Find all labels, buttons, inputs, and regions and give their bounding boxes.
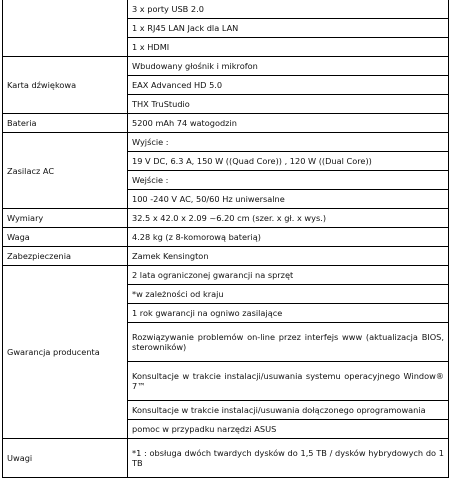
table-row (3, 0, 449, 19)
row-value: 3 x porty USB 2.0 (128, 0, 449, 19)
row-value: THX TruStudio (128, 95, 449, 114)
row-label: Zabezpieczenia (3, 247, 128, 266)
row-value: 4.28 kg (z 8-komorową baterią) (128, 228, 449, 247)
table-row (3, 247, 449, 266)
row-value: 19 V DC, 6.3 A, 150 W ((Quad Core)) , 120 W ((Dual Core)) (128, 152, 449, 171)
row-label (3, 0, 128, 57)
row-value: *w zależności od kraju (128, 285, 449, 304)
table-row (3, 228, 449, 247)
row-value: 1 x RJ45 LAN Jack dla LAN (128, 19, 449, 38)
row-label: Wymiary (3, 209, 128, 228)
spec-table (2, 0, 449, 478)
row-value: Konsultacje w trakcie instalacji/usuwania systemu operacyjnego Window® 7™ (128, 362, 449, 401)
row-label: Karta dźwiękowa (3, 57, 128, 114)
row-value: Rozwiązywanie problemów on-line przez interfejs www (aktualizacja BIOS, sterowników) (128, 323, 449, 362)
row-label: Gwarancja producenta (3, 266, 128, 439)
row-value: 32.5 x 42.0 x 2.09 ~6.20 cm (szer. x gł. x wys.) (128, 209, 449, 228)
row-value: pomoc w przypadku narzędzi ASUS (128, 420, 449, 439)
row-label: Zasilacz AC (3, 133, 128, 209)
table-row (3, 266, 449, 285)
table-row (3, 439, 449, 478)
table-row (3, 57, 449, 76)
row-value: Konsultacje w trakcie instalacji/usuwania dołączonego oprogramowania (128, 401, 449, 420)
row-value: Zamek Kensington (128, 247, 449, 266)
row-value: 100 -240 V AC, 50/60 Hz uniwersalne (128, 190, 449, 209)
row-value: 1 x HDMI (128, 38, 449, 57)
table-row (3, 133, 449, 152)
row-value: Wejście : (128, 171, 449, 190)
row-value: Wyjście : (128, 133, 449, 152)
row-value: Wbudowany głośnik i mikrofon (128, 57, 449, 76)
row-value: 2 lata ograniczonej gwarancji na sprzęt (128, 266, 449, 285)
row-label: Uwagi (3, 439, 128, 478)
row-value: 5200 mAh 74 watogodzin (128, 114, 449, 133)
table-row (3, 114, 449, 133)
row-value: *1 : obsługa dwóch twardych dysków do 1,5 TB / dysków hybrydowych do 1 TB (128, 439, 449, 478)
row-label: Bateria (3, 114, 128, 133)
row-label: Waga (3, 228, 128, 247)
row-value: EAX Advanced HD 5.0 (128, 76, 449, 95)
row-value: 1 rok gwarancji na ogniwo zasilające (128, 304, 449, 323)
table-row (3, 209, 449, 228)
